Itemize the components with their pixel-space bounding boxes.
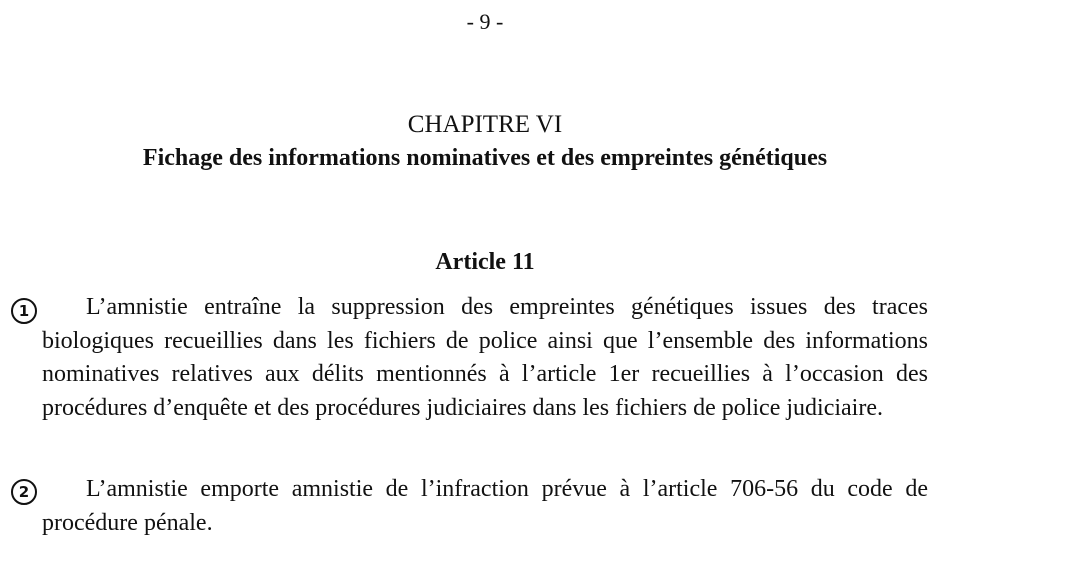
alinea-marker-1-icon: 1: [11, 298, 37, 324]
alinea-1-text: L’amnistie entraîne la suppression des empreintes génétiques issues des traces biologiques recueillies dans les fichiers de police ainsi que l’ensemble des informations nominatives relatives aux délits mentionnés à l’article 1er recueillies à l’occasion des procédures d’enquête et des procédures judiciaires dans les fichiers de police judiciaire.: [42, 294, 928, 421]
page-number: - 9 -: [466, 9, 504, 34]
alinea-2-text: L’amnistie emporte amnistie de l’infraction prévue à l’article 706-56 du code de procédure pénale.: [42, 476, 928, 536]
article-title: Article 11: [435, 249, 535, 275]
chapter-title: CHAPITRE VI: [407, 111, 563, 138]
alinea-marker-2-icon: 2: [11, 479, 37, 505]
chapter-subtitle: Fichage des informations nominatives et des empreintes génétiques: [142, 145, 828, 171]
